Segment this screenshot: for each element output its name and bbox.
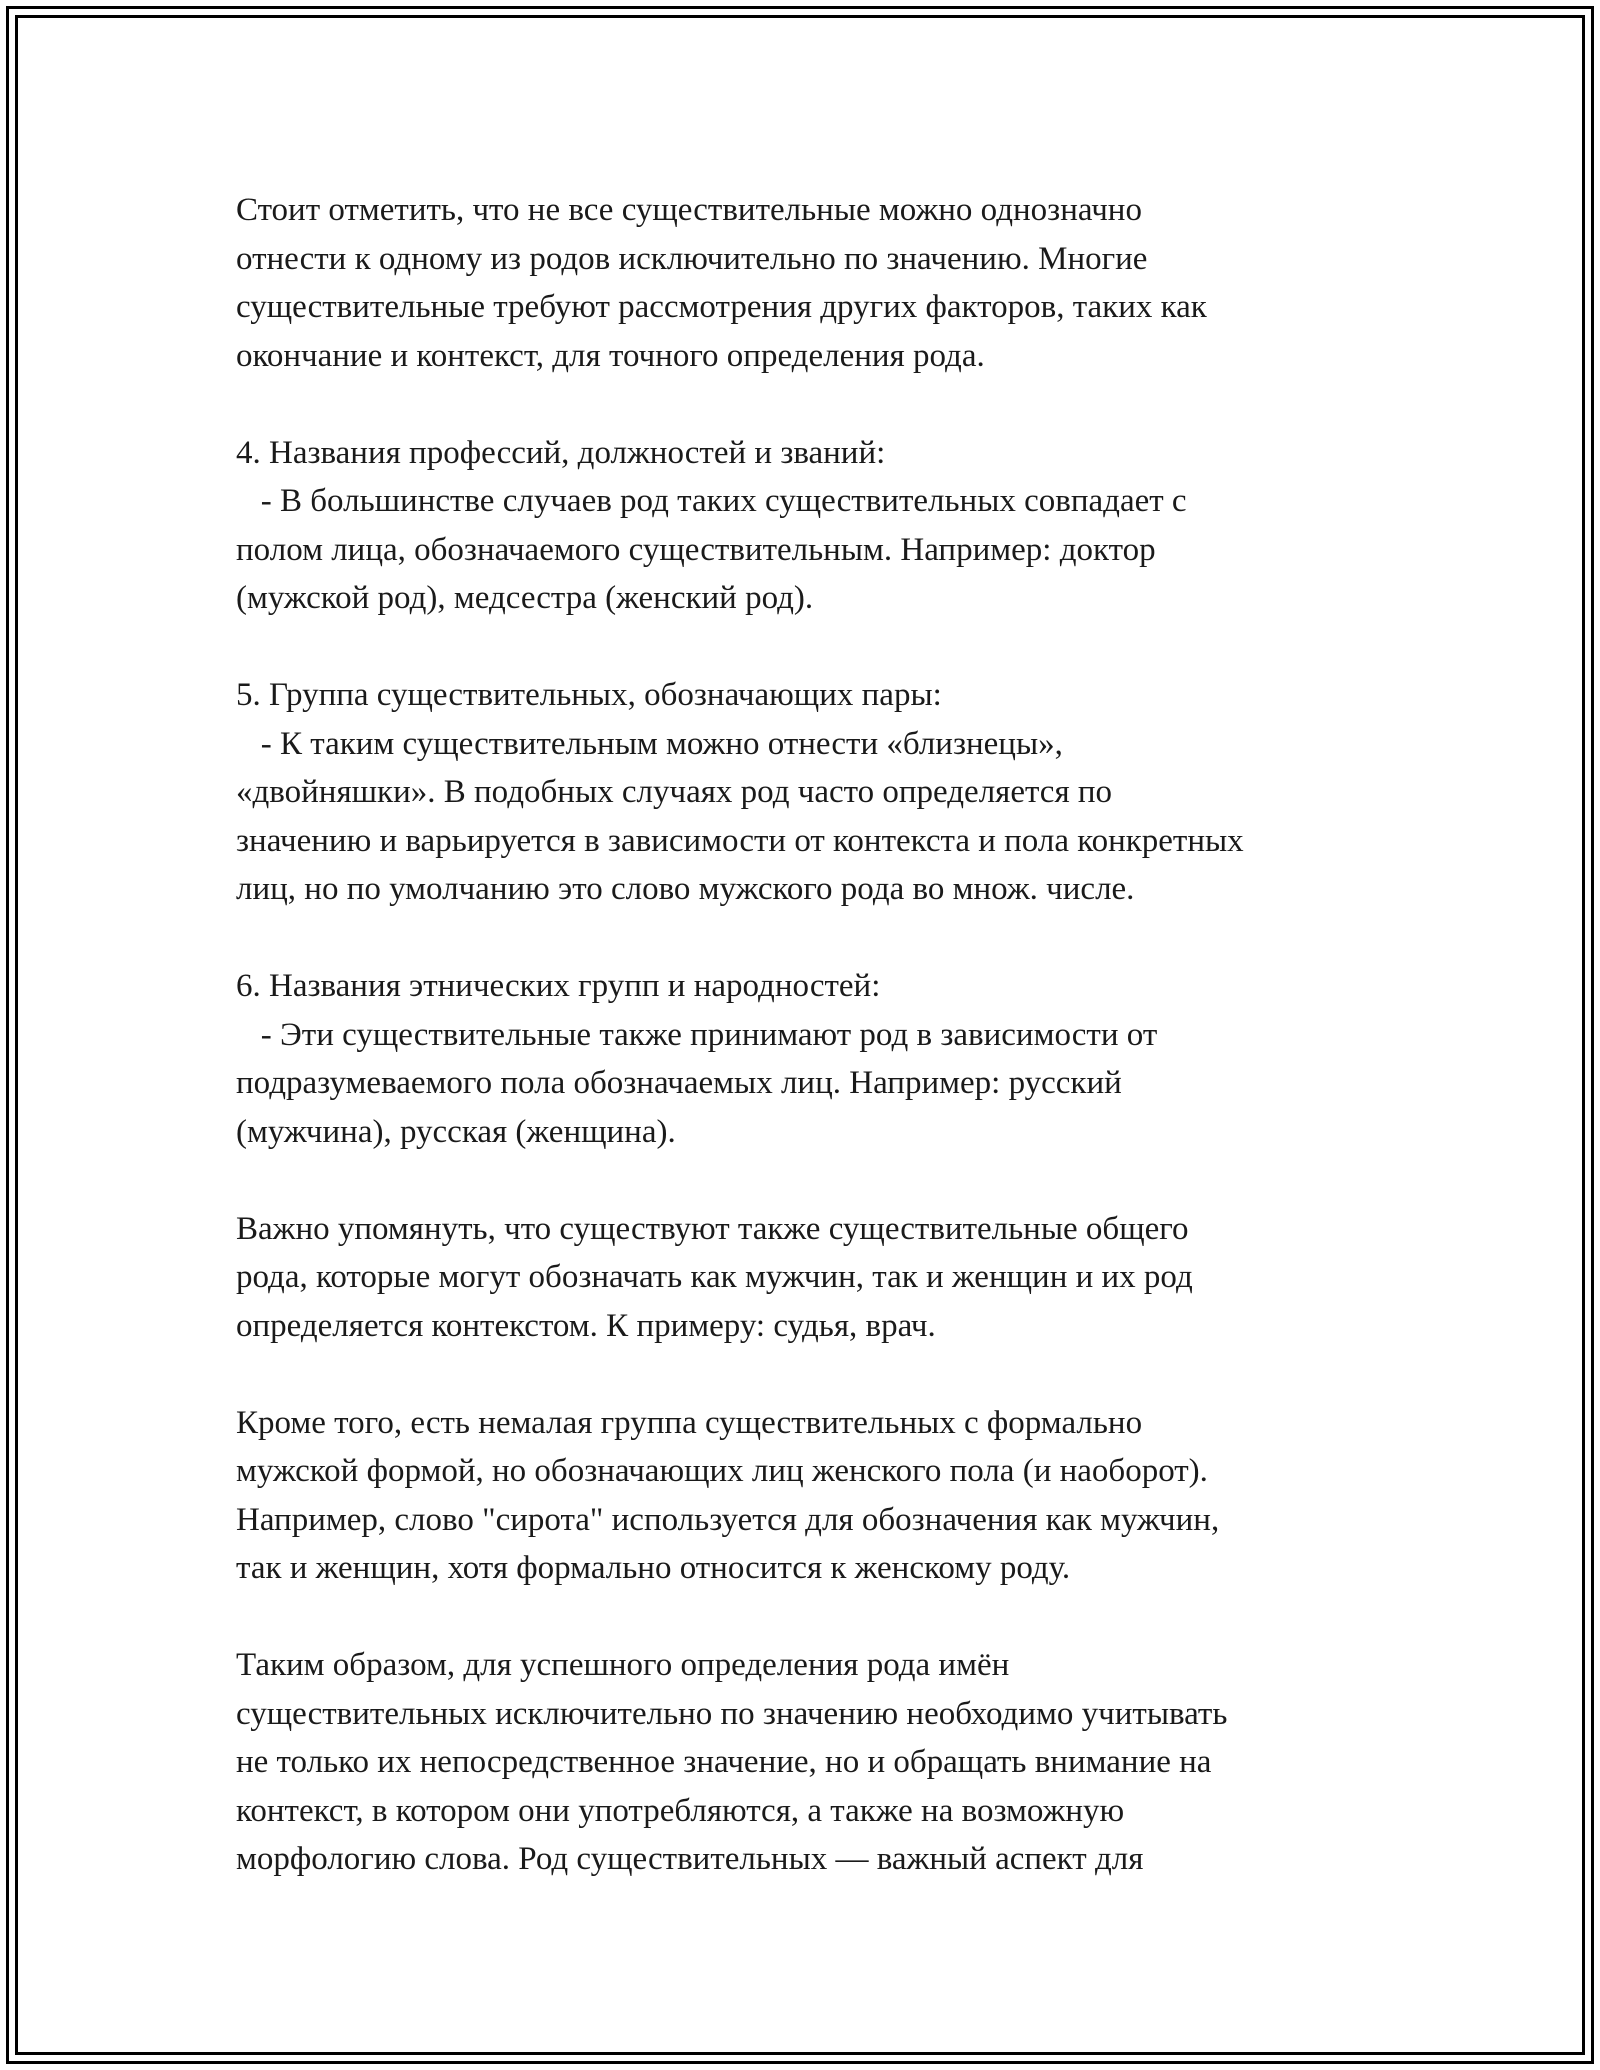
text-line: (мужчина), русская (женщина). xyxy=(236,1113,676,1150)
text-line: значению и варьируется в зависимости от контекста и пола конкретных xyxy=(236,822,1244,859)
text-line: окончание и контекст, для точного определения рода. xyxy=(236,337,985,374)
paragraph-gap xyxy=(236,1156,1386,1205)
text-line: Стоит отметить, что не все существительные можно однозначно xyxy=(236,192,1142,228)
text-line: определяется контекстом. К примеру: судья, врач. xyxy=(236,1307,936,1344)
paragraph xyxy=(236,429,1386,623)
text-line: не только их непосредственное значение, но и обращать внимание на xyxy=(236,1744,1212,1780)
text-line: 5. Группа существительных, обозначающих пары: xyxy=(236,677,942,713)
text-line: 4. Названия профессий, должностей и званий: xyxy=(236,434,886,471)
paragraph-gap xyxy=(236,380,1386,429)
text-line: существительные требуют рассмотрения других факторов, таких как xyxy=(236,289,1207,325)
text-line: контекст, в котором они употребляются, а также на возможную xyxy=(236,1792,1125,1829)
paragraph xyxy=(236,1641,1386,1884)
paragraph-gap xyxy=(236,1593,1386,1642)
text-line: так и женщин, хотя формально относится к женскому роду. xyxy=(236,1550,1071,1586)
text-line: - Эти существительные также принимают род в зависимости от xyxy=(236,1016,1158,1053)
paragraph xyxy=(236,671,1386,914)
text-line: - В большинстве случаев род таких существительных совпадает с xyxy=(236,483,1187,519)
text-line: - К таким существительным можно отнести «близнецы», xyxy=(236,725,1063,762)
paragraph-gap xyxy=(236,1350,1386,1399)
paragraph xyxy=(236,1399,1386,1593)
text-line: Таким образом, для успешного определения рода имён xyxy=(236,1647,1010,1683)
text-line: Например, слово "сирота" используется для обозначения как мужчин, xyxy=(236,1501,1220,1538)
text-line: морфологию слова. Род существительных — важный аспект для xyxy=(236,1841,1144,1877)
text-line: отнести к одному из родов исключительно по значению. Многие xyxy=(236,240,1148,277)
text-line: подразумеваемого пола обозначаемых лиц. Например: русский xyxy=(236,1065,1122,1101)
text-line: 6. Названия этнических групп и народностей: xyxy=(236,968,881,1004)
text-line: (мужской род), медсестра (женский род). xyxy=(236,580,814,616)
text-line: полом лица, обозначаемого существительным. Например: доктор xyxy=(236,531,1156,568)
paragraph-gap xyxy=(236,914,1386,963)
paragraph-gap xyxy=(236,623,1386,672)
paragraph xyxy=(236,186,1386,380)
text-line: «двойняшки». В подобных случаях род часто определяется по xyxy=(236,774,1113,810)
document-body xyxy=(236,186,1386,1884)
text-line: мужской формой, но обозначающих лиц женского пола (и наоборот). xyxy=(236,1453,1208,1489)
paragraph xyxy=(236,962,1386,1156)
text-line: существительных исключительно по значению необходимо учитывать xyxy=(236,1695,1228,1732)
text-line: Кроме того, есть немалая группа существительных с формально xyxy=(236,1404,1143,1441)
text-line: Важно упомянуть, что существуют также существительные общего xyxy=(236,1210,1189,1247)
paragraph xyxy=(236,1205,1386,1351)
text-line: лиц, но по умолчанию это слово мужского рода во множ. числе. xyxy=(236,871,1135,907)
text-line: рода, которые могут обозначать как мужчин, так и женщин и их род xyxy=(236,1259,1193,1295)
